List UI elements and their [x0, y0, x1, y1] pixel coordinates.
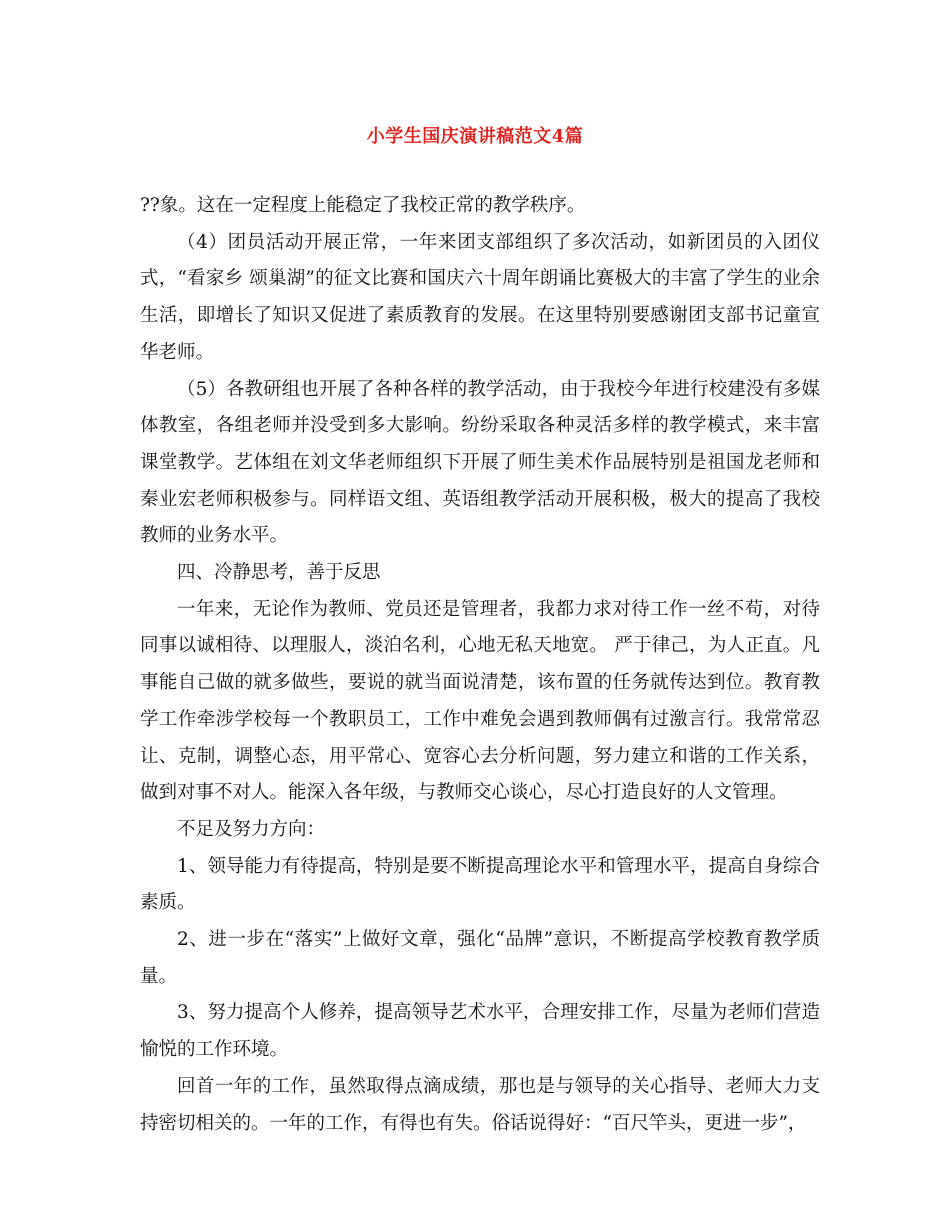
list-item-2: 2、进一步在“落实”上做好文章，强化“品牌”意识，不断提高学校教育教学质量。: [140, 929, 820, 987]
subheading-shortcomings: 不足及努力方向：: [177, 818, 326, 840]
document-body: [140, 188, 820, 1142]
paragraph-5: 一年来，无论作为教师、党员还是管理者，我都力求对待工作一丝不苟，对待同事以诚相待、以理服人，淡泊名利，心地无私天地宽。 严于律己，为人正直。凡事能自己做的就多做些，要说的就当面说清楚，该布置的任务就传达到位。教育教学工作牵涉学校每一个教职员工，工作中难免会遇到教师偶有过激言行。我常常忍让、克制，调整心态，用平常心、宽容心去分析问题，努力建立和谐的工作关系，做到对事不对人。能深入各年级，与教师交心谈心，尽心打造良好的人文管理。: [140, 598, 820, 804]
list-item-3: 3、努力提高个人修养，提高领导艺术水平，合理安排工作，尽量为老师们营造愉悦的工作环境。: [140, 1002, 820, 1061]
paragraph-3: （5）各教研组也开展了各种各样的教学活动，由于我校今年进行校建没有多媒体教室，各组老师并没受到多大影响。纷纷采取各种灵活多样的教学模式，来丰富课堂教学。艺体组在刘文华老师组织下开展了师生美术作品展特别是祖国龙老师和秦业宏老师积极参与。同样语文组、英语组教学活动开展积极，极大的提高了我校教师的业务水平。: [140, 378, 820, 547]
section-heading: 四、冷静思考，善于反思: [177, 562, 381, 584]
paragraph-1: ??象。这在一定程度上能稳定了我校正常的教学秩序。: [140, 195, 586, 216]
paragraph-2: （4）团员活动开展正常，一年来团支部组织了多次活动，如新团员的入团仪式，“看家乡 颂巢湖”的征文比赛和国庆六十周年朗诵比赛极大的丰富了学生的业余生活，即增长了知识又促进了素质教育的发展。在这里特别要感谢团支部书记童宣华老师。: [140, 231, 820, 363]
document-title: 小学生国庆演讲稿范文4篇: [366, 126, 584, 147]
list-item-1: 1、领导能力有待提高，特别是要不断提高理论水平和管理水平，提高自身综合素质。: [140, 855, 820, 914]
paragraph-closing: 回首一年的工作，虽然取得点滴成绩，那也是与领导的关心指导、老师大力支持密切相关的。一年的工作，有得也有失。俗话说得好：“百尺竿头，更进一步”，: [140, 1075, 820, 1134]
